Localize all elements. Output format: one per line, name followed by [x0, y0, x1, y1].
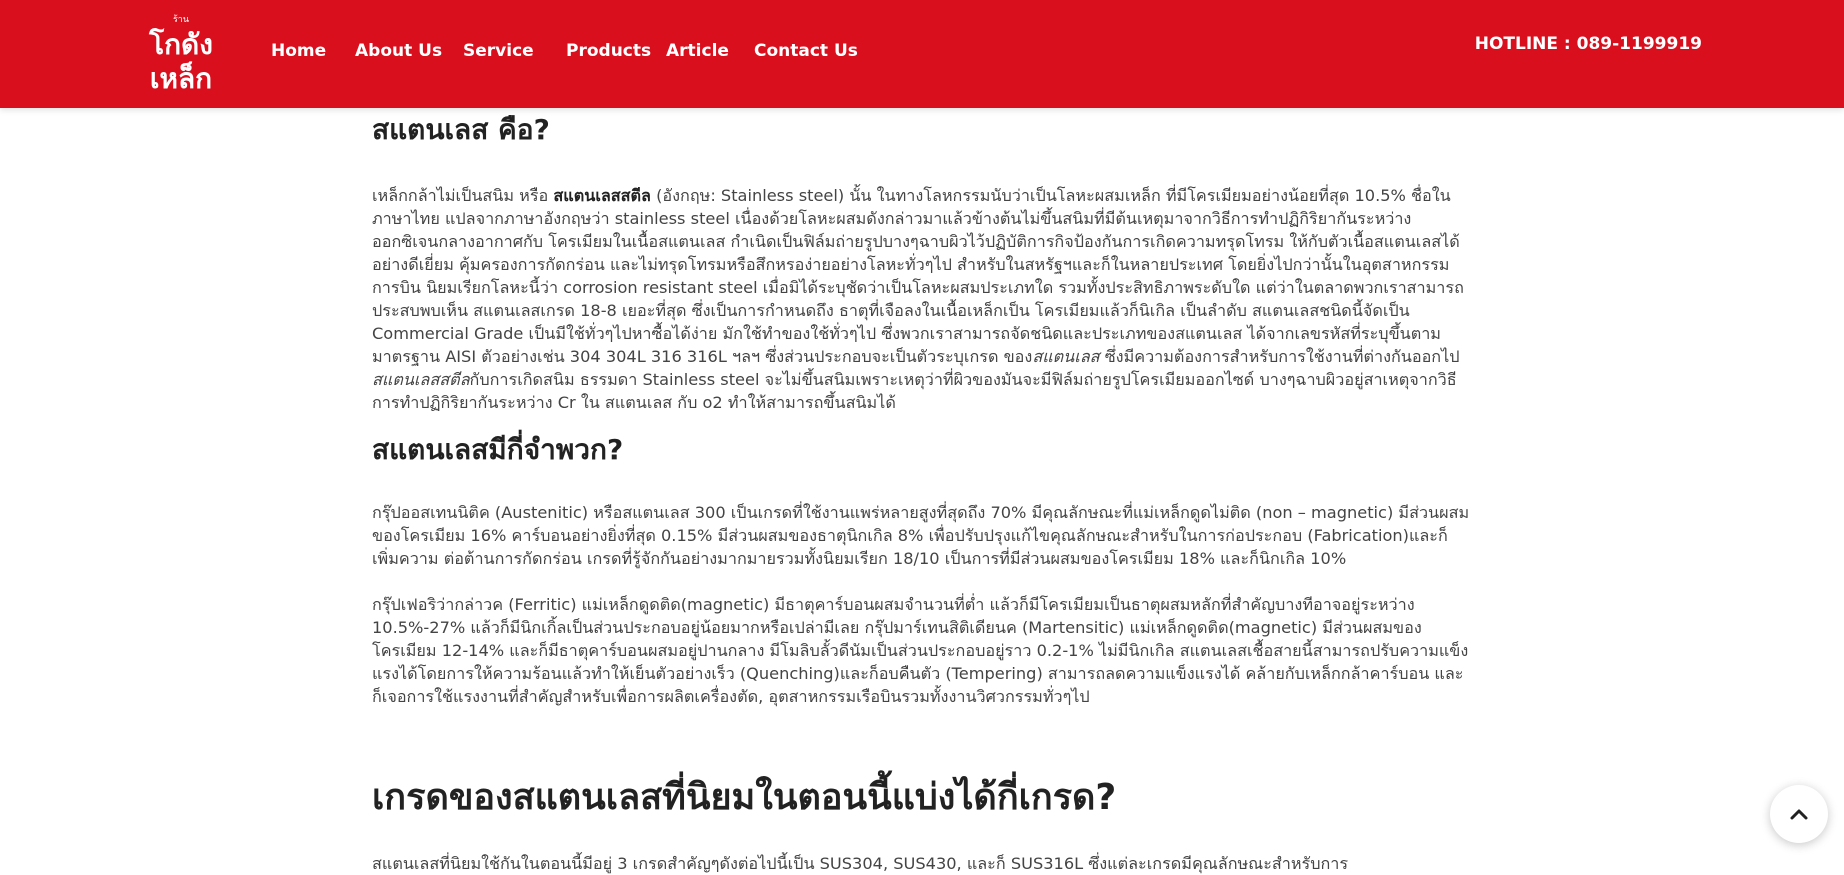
logo[interactable] — [140, 10, 222, 94]
paragraph-ferritic: กรุ๊ปเฟอริว่ากล่าวค (Ferritic) แม่เหล็กดูดติด(magnetic) มีธาตุคาร์บอนผสมจำนวนที่ต่ำ แล้วก็มีโครเมียมเป็นธาตุผสมหลักที่สำคัญบางทีอาจอยู่ระหว่าง 10.5%-27% แล้วก็มีนิกเกิ้ลเป็นส่วนประกอบอยู่น้อยมากหรือเปล่ามีเลย กรุ๊ปมาร์เทนสิติเดียนค (Martensitic) แม่เหล็กดูดติด(magnetic) มีส่วนผสมของโครเมียม 12-14% และก็มีธาตุคาร์บอนผสมอยู่ปานกลาง มีโมลิบลั้วดีนัมเป็นส่วนประกอบอยู่ราว 0.2-1% ไม่มีนิกเกิล สแตนเลสเชื้อสายนี้สามารถปรับความแข็งแรงได้โดยการให้ความร้อนแล้วทำให้เย็นตัวอย่างเร็ว (Quenching)และก็อบคืนตัว (Tempering) สามารถลดความแข็งแรงได้ คล้ายกับเหล็กกล้าคาร์บอน และก็เจอการใช้แรงงานที่สำคัญสำหรับเพื่อการผลิตเครื่องตัด, อุตสาหกรรมเรือบินรวมทั้งงานวิศวกรรมทั่วๆไป — [372, 595, 1469, 706]
italic-term: สแตนเลส — [1032, 347, 1100, 366]
nav-about-us[interactable]: About Us — [355, 41, 443, 61]
text-span: เหล็กกล้าไม่เป็นสนิม หรือ — [372, 186, 554, 205]
paragraph-austenitic: กรุ๊ปออสเทนนิติค (Austenitic) หรือสแตนเลส 300 เป็นเกรดที่ใช้งานแพร่หลายสูงที่สุดถึง 70% มีคุณลักษณะที่แม่เหล็กดูดไม่ติด (non – magnetic) มีส่วนผสมของโครเมียม 16% คาร์บอนอย่างยิ่งที่สุด 0.15% มีส่วนผสมของธาตุนิกเกิล 8% เพื่อปรับปรุงแก้ไขคุณลักษณะสำหรับในการก่อประกอบ (Fabrication)และก็เพิ่มความ ต่อต้านการกัดกร่อน เกรดที่รู้จักกันอย่างมากมายรวมทั้งนิยมเรียก 18/10 เป็นการที่มีส่วนผสมของโครเมียม 18% และก็นิกเกิล 10% — [372, 503, 1470, 568]
svg-text:เหล็ก: เหล็ก — [149, 62, 213, 94]
hotline[interactable]: HOTLINE : 089-1199919 — [1474, 34, 1702, 54]
text-span: ซึ่งมีความต้องการสำหรับการใช้งานที่ต่างกันออกไป — [1099, 347, 1460, 366]
nav-service[interactable]: Service — [463, 41, 534, 61]
italic-term: สแตนเลสสตีล — [372, 370, 470, 389]
nav-article[interactable]: Article — [666, 41, 729, 61]
section-heading-what-is: สแตนเลส คือ? — [372, 113, 550, 146]
paragraph-intro — [372, 184, 1472, 414]
bold-term: สแตนเลสสตีล — [553, 186, 651, 205]
site-header — [0, 0, 1844, 108]
nav-home[interactable]: Home — [271, 41, 327, 61]
text-span: (อังกฤษ: Stainless steel) นั้น ในทางโลหกรรมนับว่าเป็นโลหะผสมเหล็ก ที่มีโครเมียมอย่างน้อยที่สุด 10.5% ชื่อในภาษาไทย แปลจากภาษาอังกฤษว่า stainless steel เนื่องด้วยโลหะผสมดังกล่าวมาแล้วข้างต้นไม่ขึ้นสนิมที่มีต้นเหตุมาจากวิธีการทำปฏิกิริยากันระหว่าง ออกซิเจนกลางอากาศกับ โครเมียมในเนื้อสแตนเลส กำเนิดเป็นฟิล์มถ่ายรูปบางๆฉาบผิวไว้ปฏิบัติการกิจป้องกันการเกิดความทรุดโทรม ให้กับตัวเนื้อสแตนเลสได้อย่างดีเยี่ยม คุ้มครองการกัดกร่อน และไม่ทรุดโทรมหรือสึกหรอง่ายอย่างโลหะทั่วๆไป สำหรับในสหรัฐฯและก็ในหลายประเทศ โดยยิ่งไปกว่านั้นในอุตสาหกรรมการบิน นิยมเรียกโลหะนี้ว่า corrosion resistant steel เมื่อมิได้ระบุชัดว่าเป็นโลหะผสมประเภทใด รวมทั้งประสิทธิภาพระดับใด แต่ว่าในตลาดพวกเราสามารถประสบพบเห็น สแตนเลสเกรด 18-8 เยอะที่สุด ซึ่งเป็นการกำหนดถึง ธาตุที่เจือลงในเนื้อเหล็กเป็น โครเมียมแล้วก็นิเกิล เป็นลำดับ สแตนเลสชนิดนี้จัดเป็น Commercial Grade เป็นมีใช้ทั่วๆไปหาซื้อได้ง่าย มักใช้ทำของใช้ทั่วๆไป ซึ่งพวกเราสามารถจัดชนิดและประเภทของสแตนเลส ได้จากเลขรหัสที่ระบุขึ้นตามมาตรฐาน AISI ตัวอย่างเช่น 304 304L 316 316L ฯลฯ ซึ่งส่วนประกอบจะเป็นตัวระบุเกรด ของ — [372, 186, 1464, 366]
text-span: กับการเกิดสนิม ธรรมดา Stainless steel จะไม่ขึ้นสนิมเพราะเหตุว่าที่ผิวของมันจะมีฟิล์มถ่ายรูปโครเมียมออกไซด์ บางๆฉาบผิวอยู่สาเหตุจากวิธีการทำปฏิกิริยากันระหว่าง Cr ใน สแตนเลส กับ o2 ทำให้สามารถขึ้นสนิมได้ — [372, 370, 1457, 412]
paragraph-grades: สแตนเลสที่นิยมใช้กันในตอนนี้มีอยู่ 3 เกรดสำคัญๆดังต่อไปนี้เป็น SUS304, SUS430, และก็ SUS316L ซึ่งแต่ละเกรดมีคุณลักษณะสำหรับการ — [372, 854, 1349, 873]
nav-contact-us[interactable]: Contact Us — [754, 41, 858, 61]
chevron-up-icon — [1789, 807, 1809, 821]
section-heading-grades: เกรดของสแตนเลสที่นิยมในตอนนี้แบ่งได้กี่เกรด? — [372, 777, 1117, 818]
logo-icon — [140, 10, 222, 94]
svg-text:ร้าน: ร้าน — [172, 15, 190, 25]
section-heading-types: สแตนเลสมีกี่จำพวก? — [372, 433, 624, 466]
scroll-to-top-button[interactable] — [1770, 785, 1828, 843]
svg-text:โกดัง: โกดัง — [149, 28, 213, 61]
nav-products[interactable]: Products — [566, 41, 652, 61]
